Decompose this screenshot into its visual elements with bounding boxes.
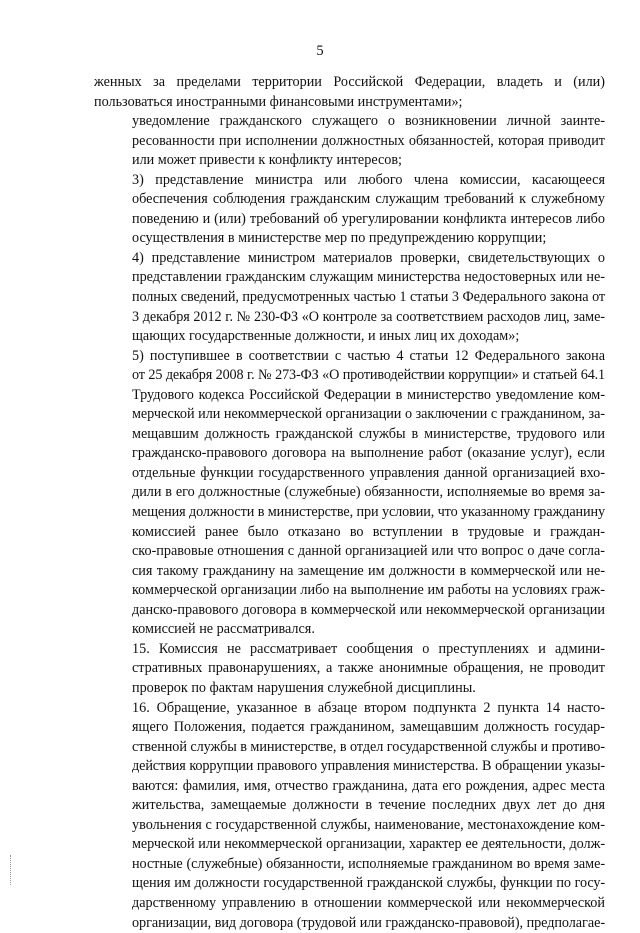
text-line: ностные (служебные) обязанности, исполняемые гражданином во время заме-	[94, 855, 605, 875]
text-line: 5) поступившее в соответствии с частью 4 статьи 12 Федерального закона	[94, 347, 605, 367]
text-line: гражданско-правового договора на выполнение работ (оказание услуг), если	[94, 444, 605, 464]
text-line: увольнения с государственной службы, наименование, местонахождение ком-	[94, 816, 605, 836]
text-line: сия такому гражданину на замещение им должности в коммерческой или не-	[94, 562, 605, 582]
text-line: отдельные функции государственного управления данной организацией вхо-	[94, 464, 605, 484]
paragraph	[94, 171, 605, 249]
text-line: 15. Комиссия не рассматривает сообщения о преступлениях и админи-	[94, 640, 605, 660]
text-line: ско-правовые отношения с данной организацией или что вопрос о даче согла-	[94, 542, 605, 562]
paragraph	[94, 347, 605, 640]
text-line: от 25 декабря 2008 г. № 273-ФЗ «О противодействии коррупции» и статьей 64.1	[94, 366, 605, 386]
text-line: дарственному управлению в отношении коммерческой или некоммерческой	[94, 894, 605, 914]
text-line: обеспечения соблюдения гражданским служащим требований к служебному	[94, 190, 605, 210]
text-line: или может привести к конфликту интересов;	[94, 151, 605, 171]
text-line: мерческой или некоммерческой организации, характер ее деятельности, долж-	[94, 835, 605, 855]
text-line: стративных правонарушениях, а также анонимные обращения, не проводит	[94, 659, 605, 679]
text-line: проверок по фактам нарушения служебной дисциплины.	[94, 679, 605, 699]
text-line: полных сведений, предусмотренных частью 1 статьи 3 Федерального закона от	[94, 288, 605, 308]
text-line: ваются: фамилия, имя, отчество гражданина, дата его рождения, адрес места	[94, 777, 605, 797]
page-number: 5	[0, 42, 640, 60]
text-line: комиссией ранее было отказано во вступлении в трудовые и граждан-	[94, 523, 605, 543]
text-line: поведению и (или) требований об урегулировании конфликта интересов либо	[94, 210, 605, 230]
text-line: щающих государственные должности, и иных лиц их доходам»;	[94, 327, 605, 347]
text-line: 16. Обращение, указанное в абзаце втором подпункта 2 пункта 14 насто-	[94, 699, 605, 719]
document-body	[94, 73, 605, 933]
text-line: жительства, замещаемые должности в течение последних двух лет до дня	[94, 796, 605, 816]
text-line: мещавшим должность гражданской службы в министерстве, трудового или	[94, 425, 605, 445]
text-line: мерческой или некоммерческой организации о заключении с гражданином, за-	[94, 405, 605, 425]
text-line: комиссией не рассматривался.	[94, 620, 605, 640]
text-line: Трудового кодекса Российской Федерации в министерство уведомление ком-	[94, 386, 605, 406]
text-line: 3 декабря 2012 г. № 230-ФЗ «О контроле за соответствием расходов лиц, заме-	[94, 308, 605, 328]
text-line: ящего Положения, подается гражданином, замещавшим должность государ-	[94, 718, 605, 738]
text-line: коммерческой организации либо на выполнение им работы на условиях граж-	[94, 581, 605, 601]
text-line: 3) представление министра или любого члена комиссии, касающееся	[94, 171, 605, 191]
text-line: данско-правового договора в коммерческой или некоммерческой организации	[94, 601, 605, 621]
text-line: пользоваться иностранными финансовыми инструментами»;	[94, 93, 605, 113]
text-line: женных за пределами территории Российской Федерации, владеть и (или)	[94, 73, 605, 93]
text-line: ственной службы в министерстве, в отдел государственной службы и противо-	[94, 738, 605, 758]
paragraph	[94, 73, 605, 112]
text-line: осуществления в министерстве мер по предупреждению коррупции;	[94, 229, 605, 249]
text-line: действия коррупции правового управления министерства. В обращении указы-	[94, 757, 605, 777]
text-line: представлении гражданским служащим министерства недостоверных или не-	[94, 268, 605, 288]
paragraph	[94, 699, 605, 933]
scan-margin-mark	[10, 855, 13, 885]
text-line: уведомление гражданского служащего о возникновении личной заинте-	[94, 112, 605, 132]
paragraph	[94, 249, 605, 347]
text-line: мещения должности в министерстве, при условии, что указанному гражданину	[94, 503, 605, 523]
paragraph	[94, 640, 605, 699]
text-line: ресованности при исполнении должностных обязанностей, которая приводит	[94, 132, 605, 152]
text-line: щения им должности государственной гражданской службы, функции по госу-	[94, 874, 605, 894]
text-line: 4) представление министром материалов проверки, свидетельствующих о	[94, 249, 605, 269]
text-line: организации, вид договора (трудовой или гражданско-правовой), предполагае-	[94, 914, 605, 933]
paragraph	[94, 112, 605, 171]
text-line: дили в его должностные (служебные) обязанности, исполняемые во время за-	[94, 483, 605, 503]
